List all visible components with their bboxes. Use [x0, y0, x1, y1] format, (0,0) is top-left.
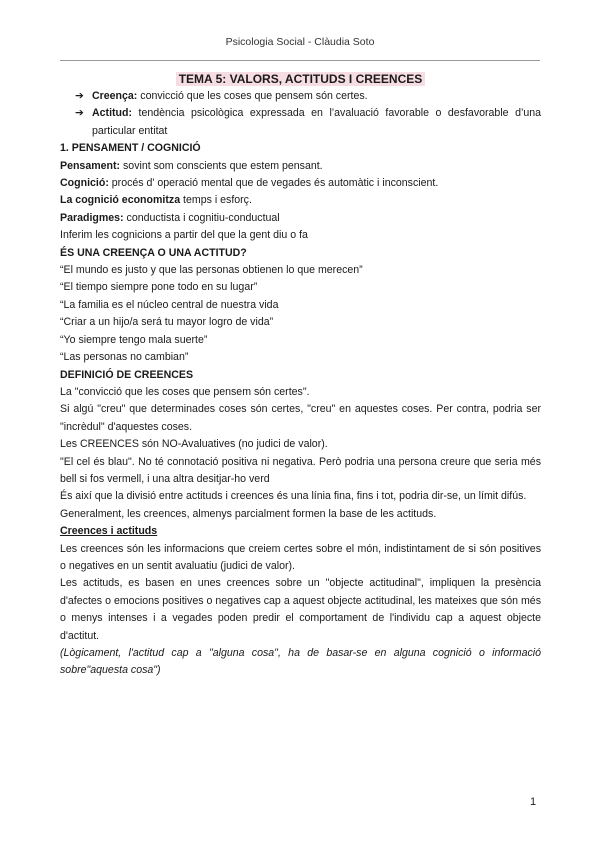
- def-text: temps i esforç.: [180, 194, 252, 207]
- quote-line: “El mundo es justo y que las personas obtienen lo que merecen”: [60, 264, 363, 277]
- def-term: Pensament:: [60, 159, 121, 172]
- bullet-text: convicció que les coses que pensem són certes.: [137, 90, 368, 102]
- section-heading-creenca-actitud: ÉS UNA CREENÇA O UNA ACTITUD?: [60, 246, 247, 259]
- def-economitza: [60, 192, 541, 209]
- paragraph: És així que la divisió entre actituds i creences és una línia fina, fins i tot, podria dir-se, un límit difús.: [60, 490, 527, 503]
- def-text: sovint som conscients que estem pensant.: [120, 159, 323, 172]
- arrow-right-icon: ➔: [75, 107, 84, 120]
- def-term: La cognició economitza: [60, 194, 181, 207]
- section-heading-creences-actituds: Creences i actituds: [60, 525, 158, 538]
- paragraph: Les CREENCES són NO-Avaluatives (no judici de valor).: [60, 438, 328, 451]
- bullet-text: tendència psicològica expressada en l’avaluació favorable o desfavorable d’una particular entitat: [92, 107, 541, 137]
- running-header: Psicologia Social - Clàudia Soto: [225, 36, 375, 48]
- document-body: [60, 70, 541, 680]
- paragraph: La "convicció que les coses que pensem són certes".: [60, 385, 310, 398]
- paragraph: Les actituds, es basen en unes creences sobre un "objecte actitudinal", impliquen la presència d'afectes o emocions positives o negatives cap a aquest objecte actitudinal, les mateixes que són més o menys intenses i a vegades poden predir el comportament de l'individu cap a aquest objecte d'actitut.: [60, 577, 541, 642]
- paragraph: Si algú "creu" que determinades coses són certes, "creu" en aquestes coses. Per contra, podria ser "incrèdul" d'aquestes coses.: [60, 403, 541, 433]
- def-text: procés d' operació mental que de vegades és automàtic i inconscient.: [108, 177, 439, 190]
- bullet-term: Actitud:: [92, 107, 133, 120]
- section-heading-pensament: 1. PENSAMENT / COGNICIÓ: [60, 142, 201, 155]
- def-paradigmes: [60, 210, 541, 227]
- page-title: [60, 70, 541, 88]
- quote-line: “Criar a un hijo/a será tu mayor logro de vida”: [60, 316, 274, 329]
- bullet-creenca: [60, 88, 541, 105]
- def-text: conductista i cognitiu-conductual: [123, 211, 280, 224]
- bullet-term: Creença:: [92, 90, 138, 102]
- paragraph: Les creences són les informacions que creiem certes sobre el món, indistintament de si són positives o negatives en un sentit avaluatiu (judici de valor).: [60, 542, 541, 572]
- section-heading-definicio: DEFINICIÓ DE CREENCES: [60, 368, 194, 381]
- quote-line: “El tiempo siempre pone todo en su lugar”: [60, 281, 258, 294]
- page-number: 1: [530, 796, 537, 808]
- note-inferim: Inferim les cognicions a partir del que la gent diu o fa: [60, 229, 308, 242]
- header-divider: [60, 60, 540, 61]
- paragraph: "El cel és blau". No té connotació positiva ni negativa. Però podria una persona creure que seria més bell si fos vermell, i una altra desitjar-ho verd: [60, 455, 541, 485]
- italic-note: (Lògicament, l'actitud cap a "alguna cosa", ha de basar-se en alguna cognició o informació sobre"aquesta cosa"): [60, 647, 541, 677]
- arrow-right-icon: ➔: [75, 90, 84, 102]
- def-cognicio: [60, 175, 541, 192]
- quote-line: “La familia es el núcleo central de nuestra vida: [60, 298, 279, 311]
- def-term: Paradigmes:: [60, 211, 124, 224]
- def-pensament: [60, 158, 541, 175]
- paragraph: Generalment, les creences, almenys parcialment formen la base de les actituds.: [60, 507, 437, 520]
- definition-bullets: [60, 88, 541, 140]
- quote-line: “Las personas no cambian”: [60, 351, 189, 364]
- bullet-actitud: [60, 105, 541, 140]
- def-term: Cognició:: [60, 177, 109, 190]
- page-title-text: TEMA 5: VALORS, ACTITUDS I CREENCES: [176, 72, 426, 86]
- quote-line: “Yo siempre tengo mala suerte”: [60, 333, 208, 346]
